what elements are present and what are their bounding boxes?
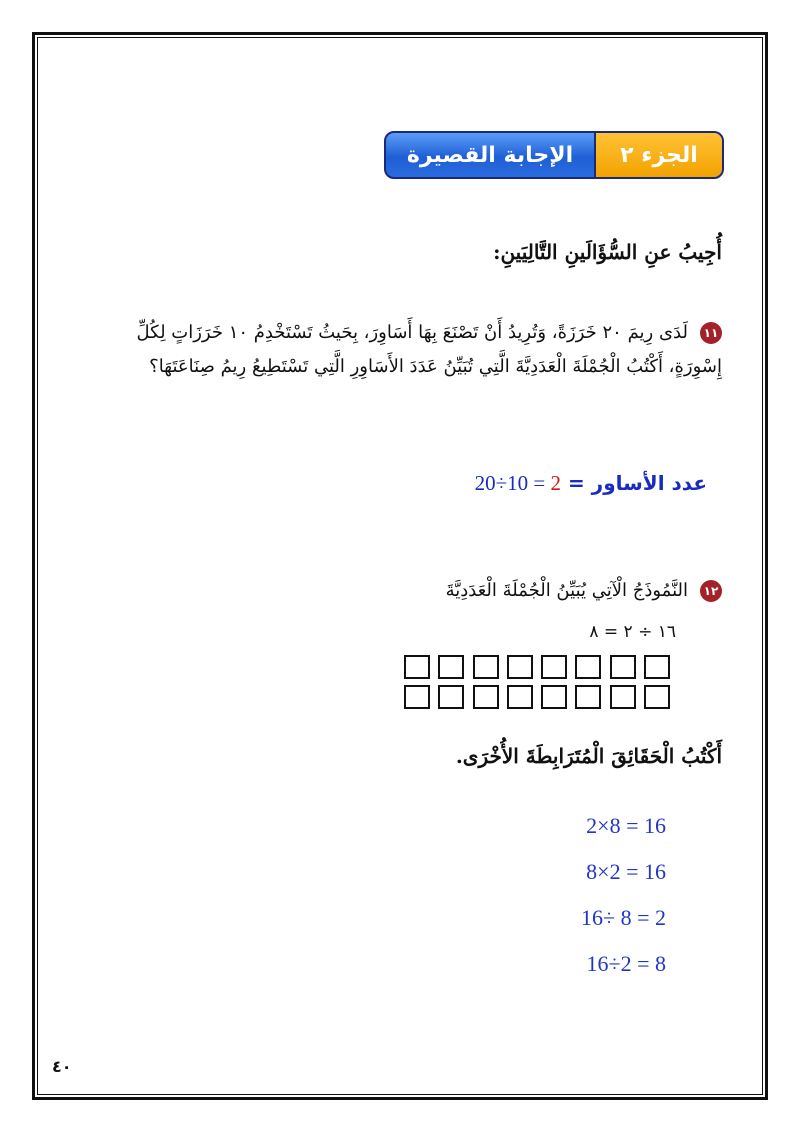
grid-row — [404, 655, 670, 679]
grid-square — [541, 685, 567, 709]
grid-square — [507, 655, 533, 679]
related-fact: 16÷2 = 8 — [586, 951, 666, 976]
grid-square — [575, 685, 601, 709]
grid-square — [438, 685, 464, 709]
grid-square — [404, 685, 430, 709]
grid-square — [644, 685, 670, 709]
question-number-badge: ١٢ — [700, 580, 722, 602]
grid-square — [404, 655, 430, 679]
division-model-grid — [404, 655, 670, 715]
related-fact: 2×8 = 16 — [586, 813, 666, 838]
related-facts-title: أَكْتُبُ الْحَقَائِقَ الْمُتَرَابِطَةَ الأُخْرَى. — [455, 744, 722, 768]
question-11-text: لَدَى رِيمَ ٢٠ خَرَزَةً، وَتُرِيدُ أَنْ تَصْنَعَ بِهَا أَسَاوِرَ، بِحَيثُ تَسْتَخْدِمُ ١٠ خَرَزَاتٍ لِكُلِّ إِسْوِرَةٍ، أَكْتُبُ الْجُمْلَةَ الْعَدَدِيَّةَ الَّتِي تُبَيِّنُ عَدَدَ الأَسَاوِرِ الَّتِي تَسْتَطِيعُ رِيمُ صِنَاعَتَهَا؟ — [136, 322, 722, 377]
section-header — [384, 131, 724, 179]
grid-square — [473, 655, 499, 679]
answer-value: 2 — [550, 471, 561, 495]
grid-square — [644, 655, 670, 679]
grid-square — [473, 685, 499, 709]
grid-square — [438, 655, 464, 679]
grid-row — [404, 685, 670, 709]
grid-square — [541, 655, 567, 679]
question-number-badge: ١١ — [700, 322, 722, 344]
grid-square — [610, 685, 636, 709]
instruction-text: أُجِيبُ عنِ السُّؤَالَينِ التَّالِيَينِ: — [493, 240, 722, 264]
related-fact: 16÷ 8 = 2 — [581, 905, 666, 930]
page-number: ٤٠ — [52, 1057, 72, 1076]
grid-square — [507, 685, 533, 709]
grid-square — [610, 655, 636, 679]
section-part-label: الجزء ٢ — [594, 133, 722, 177]
answer-expression: 20÷10 = — [474, 471, 546, 495]
related-fact: 8×2 = 16 — [586, 859, 666, 884]
question-11-answer — [475, 471, 707, 496]
page-frame-inner — [37, 37, 763, 1095]
question-11 — [90, 316, 722, 384]
section-title: الإجابة القصيرة — [406, 142, 574, 168]
grid-square — [575, 655, 601, 679]
question-12-text: النَّمُوذَجُ الْآتِي يُبَيِّنُ الْجُمْلَةَ الْعَدَدِيَّةَ — [445, 580, 688, 601]
question-12 — [446, 580, 722, 602]
question-12-equation: ١٦ ÷ ٢ = ٨ — [589, 622, 676, 642]
answer-label: عدد الأساور = — [567, 471, 707, 495]
